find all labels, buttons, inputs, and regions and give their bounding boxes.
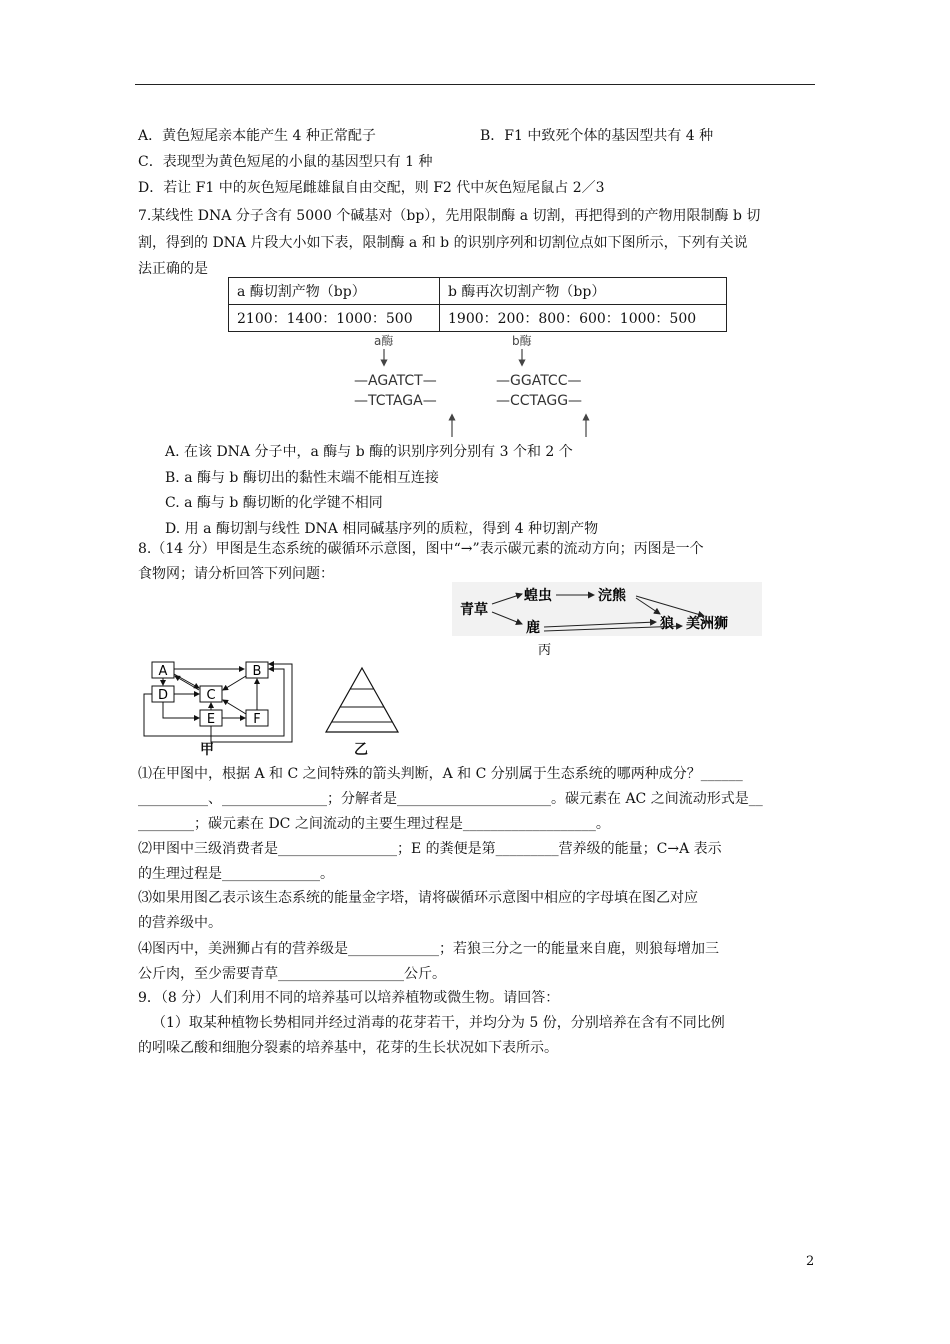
q6-option-d: D．若让 F1 中的灰色短尾雌雄鼠自由交配，则 F2 代中灰色短尾鼠占 2／3 <box>138 180 605 196</box>
node-grass: 青草 <box>460 602 488 618</box>
node-puma: 美洲狮 <box>686 616 728 632</box>
arrow-icon <box>174 674 199 688</box>
q7-fragment-table <box>228 277 727 332</box>
seq-b-bottom: —CCTAGG— <box>496 393 583 409</box>
label-a: A <box>158 664 168 679</box>
table-value-b: 1900：200：800：600：1000：500 <box>440 305 727 332</box>
q9-sub1-line2: 的吲哚乙酸和细胞分裂素的培养基中，花芽的生长状况如下表所示。 <box>138 1040 558 1056</box>
seq-a-top: —AGATCT— <box>354 373 437 389</box>
q9-sub1-line1: （1）取某种植物长势相同并经过消毒的花芽若干，并均分为 5 份，分别培养在含有不同比例 <box>152 1015 725 1031</box>
q6-option-c: C．表现型为黄色短尾的小鼠的基因型只有 1 种 <box>138 154 433 170</box>
table-row <box>229 305 727 332</box>
page-number: 2 <box>806 1254 815 1269</box>
table-header-b: b 酶再次切割产物（bp） <box>440 278 727 305</box>
enzyme-a-label: a酶 <box>374 334 394 348</box>
food-web-caption: 丙 <box>538 643 552 658</box>
seq-a-bottom: —TCTAGA— <box>354 393 437 409</box>
enzyme-b-label: b酶 <box>512 334 532 348</box>
q8-sub2-line1: ⑵甲图中三级消费者是_________________；E 的粪便是第_________营养级的能量；C→A 表示 <box>138 841 722 857</box>
q8-stem-line2: 食物网；请分析回答下列问题： <box>138 566 334 582</box>
q8-sub3-line1: ⑶如果用图乙表示该生态系统的能量金字塔，请将碳循环示意图中相应的字母填在图乙对应 <box>138 890 698 906</box>
q7-option-d: D. 用 a 酶切割与线性 DNA 相同碱基序列的质粒，得到 4 种切割产物 <box>165 521 599 537</box>
q8-sub4-line1: ⑷图丙中，美洲狮占有的营养级是_____________；若狼三分之一的能量来自鹿，则狼每增加三 <box>138 941 719 957</box>
q6-option-b: B．F1 中致死个体的基因型共有 4 种 <box>480 128 714 144</box>
q8-sub1-line3: ________；碳元素在 DC 之间流动的主要生理过程是___________________。 <box>138 816 610 832</box>
energy-pyramid-figure <box>322 666 402 736</box>
q8-sub1-line2: __________、_______________；分解者是______________________。碳元素在 AC 之间流动形式是__ <box>138 791 763 807</box>
carbon-cycle-caption: 甲 <box>200 742 214 758</box>
arrow-icon <box>223 700 246 714</box>
table-value-a: 2100：1400：1000：500 <box>229 305 440 332</box>
label-b: B <box>252 664 262 679</box>
arrow-icon <box>163 702 199 718</box>
arrow-icon <box>211 664 292 742</box>
q8-stem-line1: 8.（14 分）甲图是生态系统的碳循环示意图，图中“→”表示碳元素的流动方向；丙图是一个 <box>138 541 704 557</box>
q9-stem: 9．（8 分）人们利用不同的培养基可以培养植物或微生物。请回答： <box>138 990 560 1006</box>
node-wolf: 狼 <box>660 616 674 632</box>
header-rule <box>135 84 815 85</box>
label-c: C <box>206 688 216 703</box>
q7-option-c: C. a 酶与 b 酶切断的化学键不相同 <box>165 495 383 511</box>
q8-sub4-line2: 公斤肉，至少需要青草__________________公斤。 <box>138 966 446 982</box>
q7-stem-line1: 7.某线性 DNA 分子含有 5000 个碱基对（bp），先用限制酶 a 切割，再把得到的产物用限制酶 b 切 <box>138 208 761 224</box>
q7-option-b: B. a 酶与 b 酶切出的黏性末端不能相互连接 <box>165 470 439 486</box>
seq-b-top: —GGATCC— <box>496 373 582 389</box>
food-web-figure <box>452 582 772 660</box>
q7-option-a: A. 在该 DNA 分子中，a 酶与 b 酶的识别序列分别有 3 个和 2 个 <box>165 444 573 460</box>
q8-sub2-line2: 的生理过程是______________。 <box>138 866 334 882</box>
node-deer: 鹿 <box>526 620 540 636</box>
q7-stem-line3: 法正确的是 <box>138 261 208 277</box>
q8-sub3-line2: 的营养级中。 <box>138 915 222 931</box>
node-locust: 蝗虫 <box>524 588 552 604</box>
pyramid-caption: 乙 <box>354 742 368 758</box>
q8-sub1-line1: ⑴在甲图中，根据 A 和 C 之间特殊的箭头判断，A 和 C 分别属于生态系统的哪两种成分？______ <box>138 766 743 782</box>
carbon-cycle-figure <box>140 656 310 756</box>
label-d: D <box>157 688 169 703</box>
node-raccoon: 浣熊 <box>598 588 626 604</box>
table-row <box>229 278 727 305</box>
q6-option-a: A．黄色短尾亲本能产生 4 种正常配子 <box>138 128 376 144</box>
arrow-icon <box>223 676 246 690</box>
restriction-site-figure <box>340 333 620 441</box>
label-e: E <box>206 712 216 727</box>
label-f: F <box>253 712 261 727</box>
arrow-icon <box>175 676 199 690</box>
q7-stem-line2: 割，得到的 DNA 片段大小如下表，限制酶 a 和 b 的识别序列和切割位点如下图所示，下列有关说 <box>138 235 748 251</box>
table-header-a: a 酶切割产物（bp） <box>229 278 440 305</box>
